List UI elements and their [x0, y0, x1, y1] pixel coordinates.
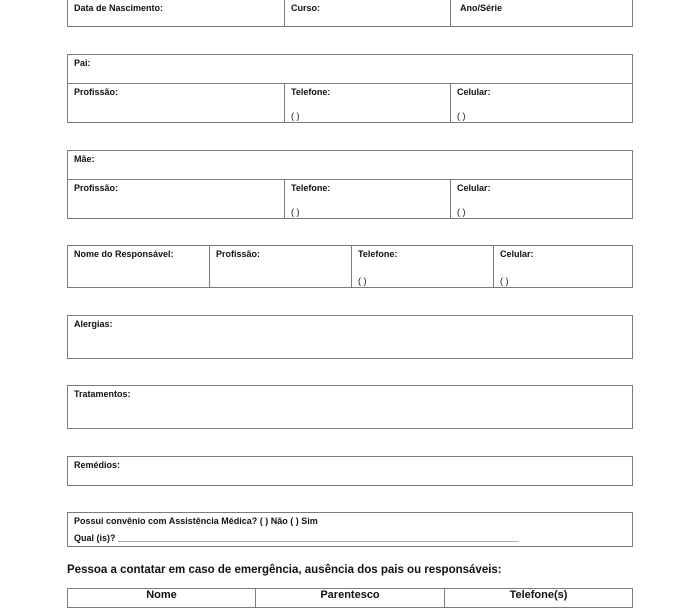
guardian-box: [67, 245, 633, 288]
insurance-box: [67, 512, 633, 547]
emergency-table: [67, 588, 633, 608]
father-mobile-area: ( ): [457, 111, 466, 121]
father-mobile-field[interactable]: [451, 84, 632, 122]
mother-name-label: Mãe:: [74, 154, 95, 164]
emergency-col-relation-label: Parentesco: [320, 589, 380, 601]
allergies-label: Alergias:: [74, 319, 113, 329]
treatments-label: Tratamentos:: [74, 389, 131, 399]
guardian-phone-area: ( ): [358, 276, 367, 286]
mother-mobile-area: ( ): [457, 207, 466, 217]
mother-profession-label: Profissão:: [74, 183, 119, 193]
guardian-mobile-label: Celular:: [500, 249, 534, 259]
student-info-box: [67, 0, 633, 27]
course-field[interactable]: [285, 0, 451, 26]
father-box: [67, 54, 633, 123]
birth-date-label: Data de Nascimento:: [74, 3, 164, 13]
guardian-mobile-area: ( ): [500, 276, 509, 286]
emergency-col-phone: [445, 589, 632, 607]
father-phone-field[interactable]: [285, 84, 451, 122]
mother-name-field[interactable]: [68, 151, 632, 179]
guardian-name-label: Nome do Responsável:: [74, 249, 174, 259]
father-mobile-label: Celular:: [457, 87, 491, 97]
emergency-col-relation: [256, 589, 445, 607]
medicines-field[interactable]: [67, 456, 633, 486]
year-field[interactable]: [451, 0, 632, 26]
guardian-name-field[interactable]: [68, 246, 210, 287]
mother-mobile-label: Celular:: [457, 183, 491, 193]
father-profession-field[interactable]: [68, 84, 285, 122]
course-label: Curso:: [291, 3, 320, 13]
father-name-label: Pai:: [74, 58, 91, 68]
mother-phone-label: Telefone:: [291, 183, 331, 193]
emergency-heading: Pessoa a contatar em caso de emergência, ausência dos pais ou responsáveis:: [67, 564, 502, 576]
guardian-profession-field[interactable]: [210, 246, 352, 287]
birth-date-field[interactable]: [68, 0, 285, 26]
guardian-profession-label: Profissão:: [216, 249, 261, 259]
father-phone-label: Telefone:: [291, 87, 331, 97]
father-profession-label: Profissão:: [74, 87, 119, 97]
emergency-col-phone-label: Telefone(s): [509, 589, 568, 601]
father-name-field[interactable]: [68, 55, 632, 83]
guardian-phone-label: Telefone:: [358, 249, 398, 259]
guardian-mobile-field[interactable]: [494, 246, 632, 287]
guardian-phone-field[interactable]: [352, 246, 494, 287]
mother-phone-field[interactable]: [285, 180, 451, 218]
father-phone-area: ( ): [291, 111, 300, 121]
emergency-col-name-label: Nome: [146, 589, 177, 601]
medicines-label: Remédios:: [74, 460, 121, 470]
mother-profession-field[interactable]: [68, 180, 285, 218]
year-label: Ano/Série: [460, 3, 503, 13]
mother-phone-area: ( ): [291, 207, 300, 217]
insurance-which[interactable]: Qual (is)? ________________________________________________________________________________: [74, 533, 519, 543]
emergency-col-name: [68, 589, 256, 607]
allergies-field[interactable]: [67, 315, 633, 359]
insurance-question[interactable]: Possui convênio com Assistência Médica? ( ) Não ( ) Sim: [74, 516, 318, 526]
mother-mobile-field[interactable]: [451, 180, 632, 218]
treatments-field[interactable]: [67, 385, 633, 429]
mother-box: [67, 150, 633, 219]
